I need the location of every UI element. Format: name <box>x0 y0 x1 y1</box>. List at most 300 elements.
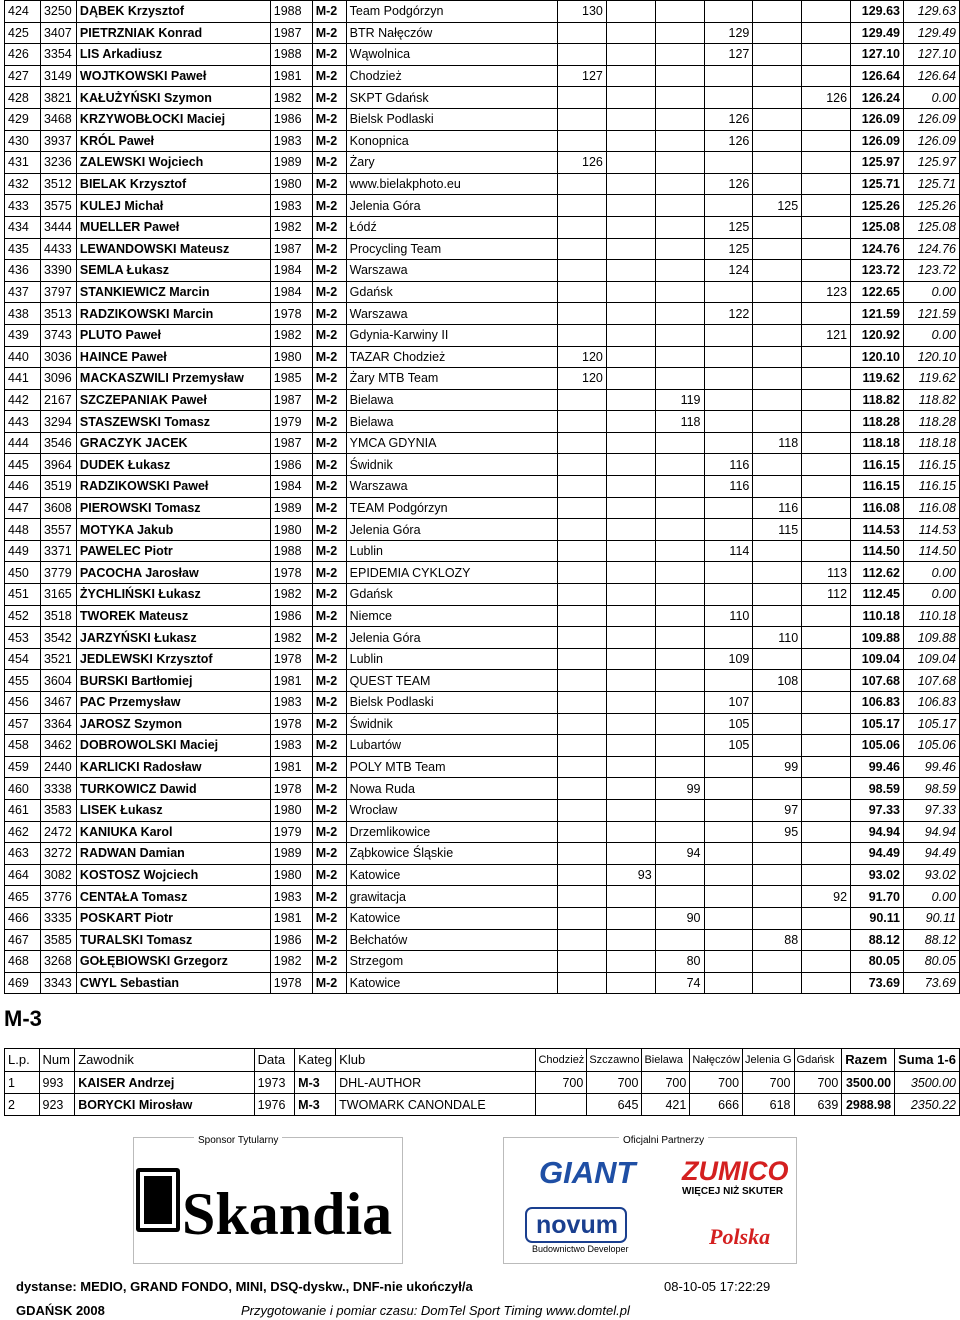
category-cell: M-2 <box>312 735 346 757</box>
category-cell: M-2 <box>312 454 346 476</box>
sum-cell: 106.83 <box>903 692 959 714</box>
name-cell: RADZIKOWSKI Marcin <box>76 303 270 325</box>
score-bielawa-cell <box>655 497 704 519</box>
score-gdansk-cell <box>802 432 851 454</box>
score-naleczow-cell <box>704 562 753 584</box>
score-jelenia-cell <box>753 22 802 44</box>
score-bielawa-cell <box>655 108 704 130</box>
year-cell: 1973 <box>254 1072 295 1094</box>
num-cell: 3821 <box>40 87 76 109</box>
num-cell: 3354 <box>40 44 76 66</box>
score-szczawno-cell <box>606 346 655 368</box>
score-chodziez-cell <box>558 281 607 303</box>
score-jelenia-cell: 115 <box>753 519 802 541</box>
total-cell: 125.97 <box>851 152 904 174</box>
club-cell: Warszawa <box>346 303 557 325</box>
num-cell: 3343 <box>40 972 76 994</box>
year-cell: 1988 <box>270 540 312 562</box>
header-name-cell: Zawodnik <box>75 1049 254 1072</box>
num-cell: 3585 <box>40 929 76 951</box>
score-jelenia-cell: 110 <box>753 627 802 649</box>
year-cell: 1982 <box>270 216 312 238</box>
score-chodziez-cell <box>558 605 607 627</box>
category-cell: M-2 <box>312 152 346 174</box>
year-cell: 1989 <box>270 152 312 174</box>
year-cell: 1987 <box>270 389 312 411</box>
table-row <box>5 130 960 152</box>
lp-cell: 456 <box>5 692 41 714</box>
score-jelenia-cell <box>753 972 802 994</box>
total-cell: 127.10 <box>851 44 904 66</box>
score-naleczow-cell <box>704 1 753 23</box>
sum-cell: 125.26 <box>903 195 959 217</box>
sum-cell: 110.18 <box>903 605 959 627</box>
club-cell: Świdnik <box>346 713 557 735</box>
year-cell: 1988 <box>270 1 312 23</box>
club-cell: YMCA GDYNIA <box>346 432 557 454</box>
total-cell: 129.63 <box>851 1 904 23</box>
category-cell: M-2 <box>312 670 346 692</box>
num-cell: 3335 <box>40 907 76 929</box>
score-naleczow-cell <box>704 497 753 519</box>
score-gdansk-cell: 121 <box>802 324 851 346</box>
year-cell: 1979 <box>270 411 312 433</box>
total-cell: 116.15 <box>851 476 904 498</box>
score-szczawno-cell <box>606 108 655 130</box>
score-gdansk-cell <box>802 713 851 735</box>
category-cell: M-2 <box>312 864 346 886</box>
total-cell: 116.08 <box>851 497 904 519</box>
name-cell: HAINCE Paweł <box>76 346 270 368</box>
num-cell: 3608 <box>40 497 76 519</box>
name-cell: KARLICKI Radosław <box>76 756 270 778</box>
lp-cell: 438 <box>5 303 41 325</box>
total-cell: 93.02 <box>851 864 904 886</box>
sum-cell: 107.68 <box>903 670 959 692</box>
score-gdansk-cell <box>802 260 851 282</box>
score-gdansk-cell <box>802 929 851 951</box>
year-cell: 1980 <box>270 519 312 541</box>
score-gdansk-cell <box>802 519 851 541</box>
club-cell: Strzegom <box>346 951 557 973</box>
category-cell: M-2 <box>312 44 346 66</box>
score-naleczow-cell: 110 <box>704 605 753 627</box>
score-gdansk-cell: 113 <box>802 562 851 584</box>
score-szczawno-cell <box>606 843 655 865</box>
score-gdansk-cell <box>802 951 851 973</box>
name-cell: MACKASZWILI Przemysław <box>76 368 270 390</box>
year-cell: 1987 <box>270 22 312 44</box>
name-cell: KAŁUŻYŃSKI Szymon <box>76 87 270 109</box>
lp-cell: 424 <box>5 1 41 23</box>
score-bielawa-cell <box>655 87 704 109</box>
total-cell: 119.62 <box>851 368 904 390</box>
total-cell: 105.17 <box>851 713 904 735</box>
score-szczawno-cell <box>606 627 655 649</box>
name-cell: BORYCKI Mirosław <box>75 1094 254 1116</box>
club-cell: TWOMARK CANONDALE <box>336 1094 536 1116</box>
total-cell: 126.24 <box>851 87 904 109</box>
category-cell: M-2 <box>312 843 346 865</box>
sum-cell: 0.00 <box>903 584 959 606</box>
table-row <box>5 44 960 66</box>
score-naleczow-cell: 127 <box>704 44 753 66</box>
sum-cell: 97.33 <box>903 799 959 821</box>
score-naleczow-cell <box>704 670 753 692</box>
category-cell: M-2 <box>312 951 346 973</box>
year-cell: 1986 <box>270 605 312 627</box>
club-cell: Lublin <box>346 648 557 670</box>
score-chodziez-cell <box>558 497 607 519</box>
score-szczawno-cell <box>606 778 655 800</box>
score-gdansk-cell <box>802 670 851 692</box>
sum-cell: 123.72 <box>903 260 959 282</box>
score-gdansk-cell <box>802 907 851 929</box>
category-cell: M-2 <box>312 281 346 303</box>
score-chodziez-cell <box>558 130 607 152</box>
num-cell: 3149 <box>40 65 76 87</box>
score-naleczow-cell: 109 <box>704 648 753 670</box>
lp-cell: 459 <box>5 756 41 778</box>
score-naleczow-cell: 105 <box>704 735 753 757</box>
category-cell: M-2 <box>312 476 346 498</box>
lp-cell: 452 <box>5 605 41 627</box>
lp-cell: 458 <box>5 735 41 757</box>
year-cell: 1978 <box>270 713 312 735</box>
score-chodziez-cell <box>558 562 607 584</box>
score-naleczow-cell: 700 <box>690 1072 743 1094</box>
score-jelenia-cell <box>753 368 802 390</box>
score-szczawno-cell <box>606 1 655 23</box>
score-chodziez-cell <box>558 195 607 217</box>
score-gdansk-cell <box>802 799 851 821</box>
giant-logo: GIANT <box>539 1155 636 1190</box>
total-cell: 107.68 <box>851 670 904 692</box>
club-cell: Warszawa <box>346 476 557 498</box>
sum-cell: 118.82 <box>903 389 959 411</box>
total-cell: 94.94 <box>851 821 904 843</box>
year-cell: 1989 <box>270 843 312 865</box>
score-naleczow-cell <box>704 886 753 908</box>
lp-cell: 1 <box>5 1072 40 1094</box>
name-cell: TURKOWICZ Dawid <box>76 778 270 800</box>
name-cell: PAC Przemysław <box>76 692 270 714</box>
score-jelenia-cell <box>753 152 802 174</box>
name-cell: RADZIKOWSKI Paweł <box>76 476 270 498</box>
header-score-jelenia-cell: Jelenia G <box>743 1049 794 1072</box>
year-cell: 1976 <box>254 1094 295 1116</box>
header-lp-cell: L.p. <box>5 1049 40 1072</box>
year-cell: 1980 <box>270 799 312 821</box>
num-cell: 3165 <box>40 584 76 606</box>
score-chodziez-cell <box>558 778 607 800</box>
footer-legend: dystanse: MEDIO, GRAND FONDO, MINI, DSQ-dyskw., DNF-nie ukończył/a <box>16 1279 473 1294</box>
lp-cell: 448 <box>5 519 41 541</box>
score-jelenia-cell <box>753 735 802 757</box>
score-szczawno-cell <box>606 87 655 109</box>
num-cell: 4433 <box>40 238 76 260</box>
score-szczawno-cell <box>606 497 655 519</box>
table-row <box>5 368 960 390</box>
name-cell: RADWAN Damian <box>76 843 270 865</box>
score-naleczow-cell <box>704 864 753 886</box>
score-szczawno-cell <box>606 260 655 282</box>
score-jelenia-cell <box>753 216 802 238</box>
lp-cell: 451 <box>5 584 41 606</box>
table-header-row <box>5 1049 960 1072</box>
total-cell: 109.04 <box>851 648 904 670</box>
score-chodziez-cell <box>558 411 607 433</box>
score-gdansk-cell <box>802 108 851 130</box>
num-cell: 3364 <box>40 713 76 735</box>
name-cell: PIEROWSKI Tomasz <box>76 497 270 519</box>
category-cell: M-2 <box>312 108 346 130</box>
num-cell: 3294 <box>40 411 76 433</box>
score-bielawa-cell: 118 <box>655 411 704 433</box>
sum-cell: 119.62 <box>903 368 959 390</box>
club-cell: Żary <box>346 152 557 174</box>
score-bielawa-cell <box>655 799 704 821</box>
score-chodziez-cell <box>558 972 607 994</box>
name-cell: CWYL Sebastian <box>76 972 270 994</box>
year-cell: 1980 <box>270 864 312 886</box>
club-cell: Drzemlikowice <box>346 821 557 843</box>
score-gdansk-cell <box>802 864 851 886</box>
score-szczawno-cell <box>606 152 655 174</box>
num-cell: 3575 <box>40 195 76 217</box>
score-chodziez-cell <box>558 584 607 606</box>
table-row <box>5 584 960 606</box>
num-cell: 2167 <box>40 389 76 411</box>
total-cell: 123.72 <box>851 260 904 282</box>
novum-logo: novum <box>536 1211 618 1239</box>
score-chodziez-cell: 126 <box>558 152 607 174</box>
name-cell: KRÓL Paweł <box>76 130 270 152</box>
score-naleczow-cell: 105 <box>704 713 753 735</box>
lp-cell: 435 <box>5 238 41 260</box>
total-cell: 126.09 <box>851 130 904 152</box>
lp-cell: 467 <box>5 929 41 951</box>
score-chodziez-cell: 127 <box>558 65 607 87</box>
total-cell: 124.76 <box>851 238 904 260</box>
num-cell: 3513 <box>40 303 76 325</box>
score-gdansk-cell <box>802 648 851 670</box>
score-bielawa-cell <box>655 735 704 757</box>
total-cell: 126.09 <box>851 108 904 130</box>
name-cell: KRZYWOBŁOCKI Maciej <box>76 108 270 130</box>
club-cell: Bielsk Podlaski <box>346 108 557 130</box>
score-bielawa-cell <box>655 929 704 951</box>
score-gdansk-cell <box>802 605 851 627</box>
score-szczawno-cell <box>606 476 655 498</box>
category-cell: M-2 <box>312 324 346 346</box>
table-row <box>5 713 960 735</box>
score-jelenia-cell <box>753 281 802 303</box>
lp-cell: 450 <box>5 562 41 584</box>
score-bielawa-cell <box>655 238 704 260</box>
lp-cell: 437 <box>5 281 41 303</box>
num-cell: 3583 <box>40 799 76 821</box>
score-jelenia-cell <box>753 843 802 865</box>
score-jelenia-cell <box>753 44 802 66</box>
year-cell: 1978 <box>270 972 312 994</box>
table-row <box>5 778 960 800</box>
score-gdansk-cell <box>802 22 851 44</box>
club-cell: TEAM Podgórzyn <box>346 497 557 519</box>
category-cell: M-2 <box>312 346 346 368</box>
score-jelenia-cell <box>753 540 802 562</box>
name-cell: LEWANDOWSKI Mateusz <box>76 238 270 260</box>
score-szczawno-cell <box>606 173 655 195</box>
category-cell: M-2 <box>312 605 346 627</box>
num-cell: 3542 <box>40 627 76 649</box>
score-bielawa-cell: 421 <box>642 1094 690 1116</box>
name-cell: TWOREK Mateusz <box>76 605 270 627</box>
score-bielawa-cell <box>655 1 704 23</box>
polska-logo: Polska <box>709 1224 771 1249</box>
score-gdansk-cell <box>802 627 851 649</box>
score-gdansk-cell <box>802 843 851 865</box>
table-row <box>5 108 960 130</box>
table-row <box>5 735 960 757</box>
score-bielawa-cell <box>655 886 704 908</box>
num-cell: 3338 <box>40 778 76 800</box>
sum-cell: 94.94 <box>903 821 959 843</box>
score-chodziez-cell <box>558 907 607 929</box>
lp-cell: 431 <box>5 152 41 174</box>
lp-cell: 446 <box>5 476 41 498</box>
category-cell: M-2 <box>312 195 346 217</box>
score-jelenia-cell <box>753 562 802 584</box>
footer-datetime: 08-10-05 17:22:29 <box>664 1279 771 1294</box>
header-total-cell: Razem <box>842 1049 895 1072</box>
header-year-cell: Data <box>254 1049 295 1072</box>
table-row <box>5 562 960 584</box>
score-gdansk-cell <box>802 303 851 325</box>
score-chodziez-cell: 130 <box>558 1 607 23</box>
score-szczawno-cell <box>606 65 655 87</box>
year-cell: 1983 <box>270 692 312 714</box>
table-row <box>5 670 960 692</box>
category-cell: M-2 <box>312 65 346 87</box>
score-gdansk-cell <box>802 756 851 778</box>
lp-cell: 442 <box>5 389 41 411</box>
score-bielawa-cell <box>655 540 704 562</box>
table-row <box>5 843 960 865</box>
year-cell: 1986 <box>270 929 312 951</box>
score-chodziez-cell <box>558 670 607 692</box>
score-bielawa-cell <box>655 324 704 346</box>
table-row <box>5 195 960 217</box>
score-naleczow-cell <box>704 951 753 973</box>
category-cell: M-3 <box>295 1072 336 1094</box>
score-gdansk-cell <box>802 411 851 433</box>
category-cell: M-2 <box>312 432 346 454</box>
lp-cell: 462 <box>5 821 41 843</box>
score-chodziez-cell <box>558 108 607 130</box>
total-cell: 91.70 <box>851 886 904 908</box>
sum-cell: 116.15 <box>903 454 959 476</box>
category-cell: M-2 <box>312 778 346 800</box>
score-szczawno-cell <box>606 799 655 821</box>
num-cell: 3272 <box>40 843 76 865</box>
num-cell: 3521 <box>40 648 76 670</box>
sum-cell: 94.49 <box>903 843 959 865</box>
title-sponsor-caption: Sponsor Tytularny <box>194 1135 282 1146</box>
sum-cell: 127.10 <box>903 44 959 66</box>
category-cell: M-2 <box>312 87 346 109</box>
name-cell: PACOCHA Jarosław <box>76 562 270 584</box>
total-cell: 125.08 <box>851 216 904 238</box>
lp-cell: 426 <box>5 44 41 66</box>
category-cell: M-2 <box>312 519 346 541</box>
score-naleczow-cell: 116 <box>704 476 753 498</box>
category-cell: M-2 <box>312 648 346 670</box>
table-row <box>5 799 960 821</box>
header-num-cell: Num <box>39 1049 75 1072</box>
score-naleczow-cell <box>704 411 753 433</box>
sum-cell: 2350.22 <box>895 1094 960 1116</box>
club-cell: Niemce <box>346 605 557 627</box>
sum-cell: 109.04 <box>903 648 959 670</box>
score-jelenia-cell <box>753 605 802 627</box>
club-cell: grawitacja <box>346 886 557 908</box>
sum-cell: 88.12 <box>903 929 959 951</box>
lp-cell: 430 <box>5 130 41 152</box>
total-cell: 121.59 <box>851 303 904 325</box>
score-bielawa-cell <box>655 627 704 649</box>
name-cell: MOTYKA Jakub <box>76 519 270 541</box>
table-row <box>5 476 960 498</box>
table-row <box>5 87 960 109</box>
lp-cell: 427 <box>5 65 41 87</box>
score-gdansk-cell <box>802 44 851 66</box>
total-cell: 99.46 <box>851 756 904 778</box>
table-row <box>5 519 960 541</box>
category-cell: M-2 <box>312 411 346 433</box>
year-cell: 1984 <box>270 476 312 498</box>
score-naleczow-cell <box>704 843 753 865</box>
lp-cell: 464 <box>5 864 41 886</box>
score-naleczow-cell: 114 <box>704 540 753 562</box>
score-jelenia-cell <box>753 584 802 606</box>
name-cell: JAROSZ Szymon <box>76 713 270 735</box>
header-score-bielawa-cell: Bielawa <box>642 1049 690 1072</box>
lp-cell: 460 <box>5 778 41 800</box>
score-jelenia-cell <box>753 346 802 368</box>
score-jelenia-cell: 97 <box>753 799 802 821</box>
sum-cell: 125.71 <box>903 173 959 195</box>
table-row <box>5 886 960 908</box>
num-cell: 3518 <box>40 605 76 627</box>
total-cell: 112.45 <box>851 584 904 606</box>
partners-caption: Oficjalni Partnerzy <box>619 1135 708 1146</box>
club-cell: Lubartów <box>346 735 557 757</box>
score-szczawno-cell <box>606 238 655 260</box>
name-cell: PAWELEC Piotr <box>76 540 270 562</box>
name-cell: STANKIEWICZ Marcin <box>76 281 270 303</box>
score-bielawa-cell <box>655 454 704 476</box>
score-gdansk-cell <box>802 346 851 368</box>
score-chodziez-cell <box>558 713 607 735</box>
year-cell: 1979 <box>270 821 312 843</box>
total-cell: 90.11 <box>851 907 904 929</box>
total-cell: 120.92 <box>851 324 904 346</box>
year-cell: 1986 <box>270 108 312 130</box>
score-bielawa-cell: 700 <box>642 1072 690 1094</box>
year-cell: 1982 <box>270 627 312 649</box>
score-szczawno-cell <box>606 756 655 778</box>
